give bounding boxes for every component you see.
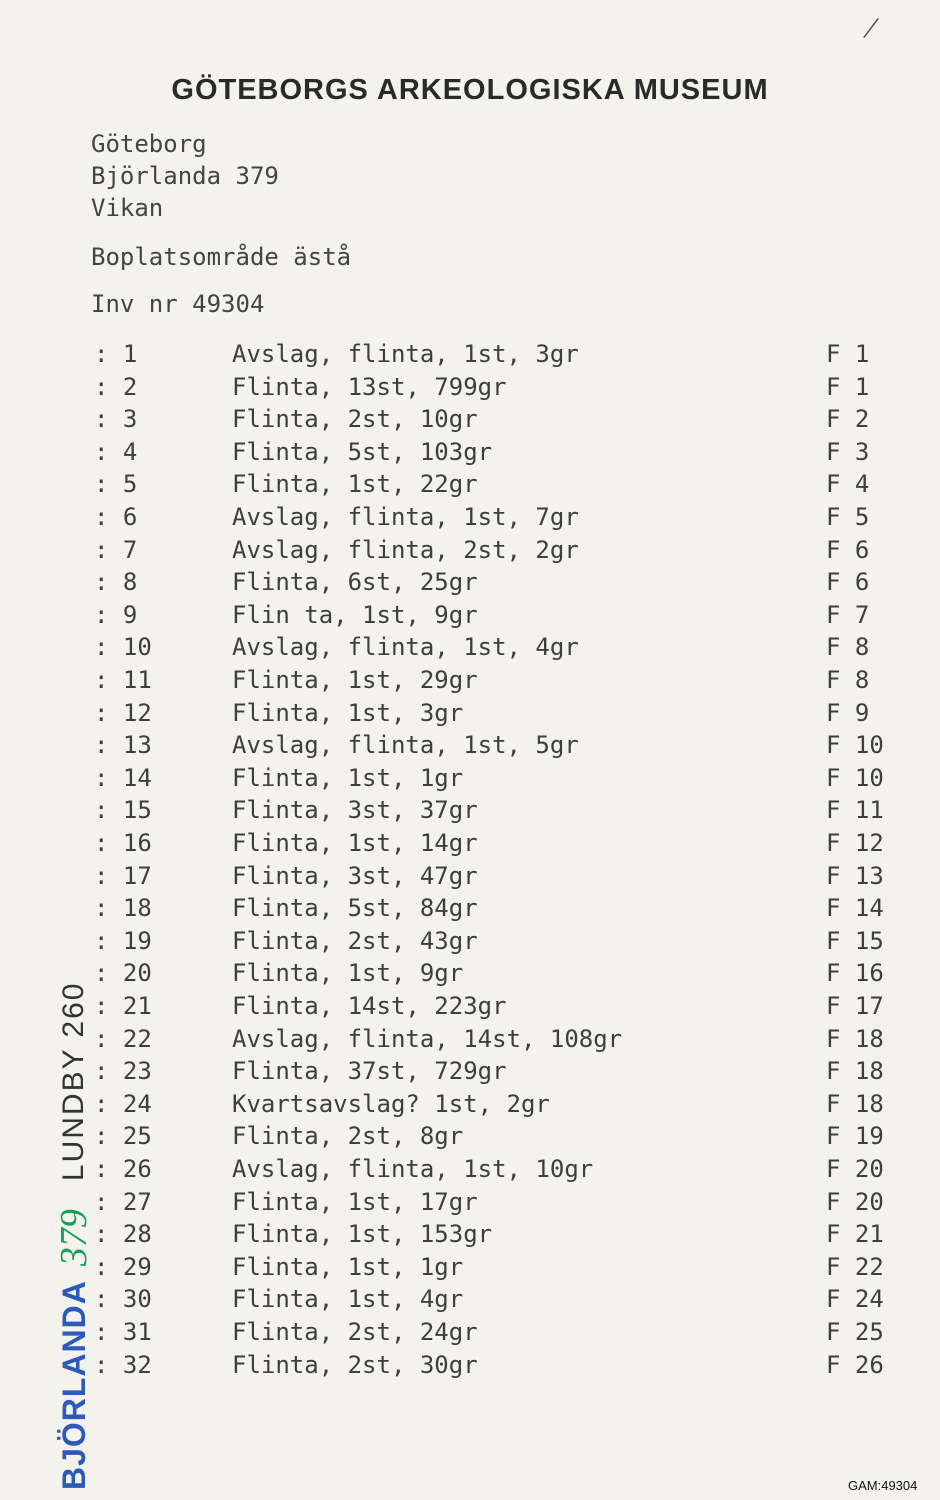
- item-description: Flinta, 2st, 43gr: [232, 926, 478, 955]
- item-description: Flinta, 37st, 729gr: [232, 1057, 507, 1086]
- blue-stamp-text: BJÖRLANDA: [55, 1280, 92, 1490]
- find-number: F 5: [826, 503, 870, 531]
- item-number: : 25: [94, 1122, 152, 1151]
- list-item: [0, 633, 940, 665]
- list-item: [0, 699, 940, 731]
- list-item: [0, 1188, 940, 1220]
- list-item: [0, 1025, 940, 1057]
- list-item: [0, 796, 940, 828]
- item-number: : 20: [94, 959, 152, 988]
- list-item: [0, 927, 940, 959]
- item-number: : 15: [94, 796, 152, 825]
- find-number: F 11: [826, 796, 884, 825]
- item-number: : 21: [94, 992, 152, 1020]
- find-number: F 6: [826, 568, 870, 597]
- list-item: [0, 731, 940, 763]
- find-number: F 26: [826, 1350, 884, 1379]
- side-stamps: [54, 970, 94, 1490]
- find-number: F 12: [826, 829, 884, 857]
- item-description: Kvartsavslag? 1st, 2gr: [232, 1089, 550, 1118]
- find-number: F 1: [826, 340, 870, 368]
- green-stamp-number: 379: [53, 1209, 95, 1267]
- find-number: F 20: [826, 1187, 884, 1216]
- list-item: [0, 959, 940, 991]
- item-description: Avslag, flinta, 1st, 3gr: [232, 340, 579, 368]
- list-item: [0, 894, 940, 926]
- item-number: : 19: [94, 926, 152, 955]
- item-description: Avslag, flinta, 1st, 10gr: [232, 1155, 594, 1183]
- list-item: [0, 1090, 940, 1122]
- find-number: F 18: [826, 1089, 884, 1118]
- item-description: Flinta, 5st, 103gr: [232, 437, 493, 466]
- item-description: Flinta, 2st, 8gr: [232, 1122, 464, 1151]
- item-number: : 23: [94, 1057, 152, 1086]
- location-area: Boplatsområde ästå: [91, 243, 352, 271]
- find-number: F 8: [826, 633, 870, 662]
- list-item: [0, 470, 940, 502]
- find-number: F 17: [826, 992, 884, 1020]
- find-number: F 8: [826, 666, 870, 694]
- find-number: F 22: [826, 1252, 884, 1281]
- list-item: [0, 1155, 940, 1187]
- item-number: : 29: [94, 1252, 152, 1281]
- list-item: [0, 601, 940, 633]
- find-number: F 19: [826, 1122, 884, 1151]
- item-number: : 12: [94, 698, 152, 727]
- item-number: : 14: [94, 763, 152, 792]
- item-description: Flinta, 3st, 37gr: [232, 796, 478, 825]
- item-number: : 30: [94, 1285, 152, 1314]
- item-description: Flinta, 1st, 1gr: [232, 763, 464, 792]
- item-description: Flinta, 3st, 47gr: [232, 861, 478, 890]
- list-item: [0, 1122, 940, 1154]
- item-description: Flinta, 1st, 17gr: [232, 1187, 478, 1216]
- item-description: Flinta, 1st, 3gr: [232, 698, 464, 727]
- list-item: [0, 992, 940, 1024]
- list-item: [0, 1318, 940, 1350]
- handwritten-note: LUNDBY 260: [57, 981, 90, 1182]
- list-item: [0, 764, 940, 796]
- find-number: F 7: [826, 600, 870, 629]
- item-description: Flinta, 1st, 153gr: [232, 1220, 493, 1249]
- item-description: Flinta, 1st, 14gr: [232, 829, 478, 857]
- item-description: Flinta, 2st, 24gr: [232, 1318, 478, 1346]
- list-item: [0, 373, 940, 405]
- item-number: : 16: [94, 829, 152, 857]
- list-item: [0, 340, 940, 372]
- corner-mark: /: [860, 9, 882, 48]
- catalog-id: GAM:49304: [848, 1478, 918, 1493]
- item-description: Flinta, 1st, 29gr: [232, 666, 478, 694]
- find-number: F 20: [826, 1155, 884, 1183]
- list-item: [0, 829, 940, 861]
- item-number: : 28: [94, 1220, 152, 1249]
- find-number: F 9: [826, 698, 870, 727]
- item-number: : 1: [94, 340, 138, 368]
- item-number: : 18: [94, 894, 152, 923]
- item-number: : 10: [94, 633, 152, 662]
- list-item: [0, 1220, 940, 1252]
- find-number: F 3: [826, 437, 870, 466]
- location-site: Björlanda 379: [91, 162, 279, 190]
- find-number: F 18: [826, 1024, 884, 1053]
- item-number: : 2: [94, 372, 138, 401]
- list-item: [0, 503, 940, 535]
- item-number: : 31: [94, 1318, 152, 1346]
- item-number: : 32: [94, 1350, 152, 1379]
- item-description: Avslag, flinta, 2st, 2gr: [232, 535, 579, 564]
- item-description: Flinta, 2st, 30gr: [232, 1350, 478, 1379]
- item-number: : 8: [94, 568, 138, 597]
- item-description: Flinta, 14st, 223gr: [232, 992, 507, 1020]
- item-description: Flinta, 6st, 25gr: [232, 568, 478, 597]
- inventory-number: Inv nr 49304: [91, 290, 265, 318]
- item-number: : 7: [94, 535, 138, 564]
- list-item: [0, 1253, 940, 1285]
- item-number: : 11: [94, 666, 152, 694]
- list-item: [0, 1057, 940, 1089]
- find-number: F 1: [826, 372, 870, 401]
- location-city: Göteborg: [91, 130, 207, 158]
- item-description: Flin ta, 1st, 9gr: [232, 600, 478, 629]
- find-number: F 15: [826, 926, 884, 955]
- item-description: Avslag, flinta, 14st, 108gr: [232, 1024, 623, 1053]
- item-number: : 24: [94, 1089, 152, 1118]
- item-number: : 17: [94, 861, 152, 890]
- museum-header: GÖTEBORGS ARKEOLOGISKA MUSEUM: [171, 74, 769, 106]
- list-item: [0, 666, 940, 698]
- item-number: : 26: [94, 1155, 152, 1183]
- item-number: : 3: [94, 405, 138, 434]
- item-number: : 9: [94, 600, 138, 629]
- list-item: [0, 862, 940, 894]
- item-description: Flinta, 1st, 22gr: [232, 470, 478, 499]
- item-number: : 4: [94, 437, 138, 466]
- find-number: F 4: [826, 470, 870, 499]
- item-description: Avslag, flinta, 1st, 5gr: [232, 731, 579, 760]
- item-description: Flinta, 1st, 1gr: [232, 1252, 464, 1281]
- find-number: F 10: [826, 731, 884, 760]
- item-number: : 13: [94, 731, 152, 760]
- item-description: Flinta, 1st, 9gr: [232, 959, 464, 988]
- item-number: : 6: [94, 503, 138, 531]
- find-number: F 16: [826, 959, 884, 988]
- find-number: F 13: [826, 861, 884, 890]
- item-number: : 5: [94, 470, 138, 499]
- item-description: Flinta, 1st, 4gr: [232, 1285, 464, 1314]
- item-description: Flinta, 2st, 10gr: [232, 405, 478, 434]
- list-item: [0, 405, 940, 437]
- list-item: [0, 1351, 940, 1383]
- item-description: Avslag, flinta, 1st, 7gr: [232, 503, 579, 531]
- find-number: F 6: [826, 535, 870, 564]
- list-item: [0, 536, 940, 568]
- find-number: F 2: [826, 405, 870, 434]
- find-number: F 25: [826, 1318, 884, 1346]
- find-number: F 10: [826, 763, 884, 792]
- find-number: F 21: [826, 1220, 884, 1249]
- item-description: Flinta, 13st, 799gr: [232, 372, 507, 401]
- list-item: [0, 568, 940, 600]
- find-number: F 24: [826, 1285, 884, 1314]
- item-description: Avslag, flinta, 1st, 4gr: [232, 633, 579, 662]
- location-place: Vikan: [91, 194, 164, 222]
- item-number: : 22: [94, 1024, 152, 1053]
- list-item: [0, 1285, 940, 1317]
- find-number: F 18: [826, 1057, 884, 1086]
- item-number: : 27: [94, 1187, 152, 1216]
- list-item: [0, 438, 940, 470]
- item-description: Flinta, 5st, 84gr: [232, 894, 478, 923]
- find-number: F 14: [826, 894, 884, 923]
